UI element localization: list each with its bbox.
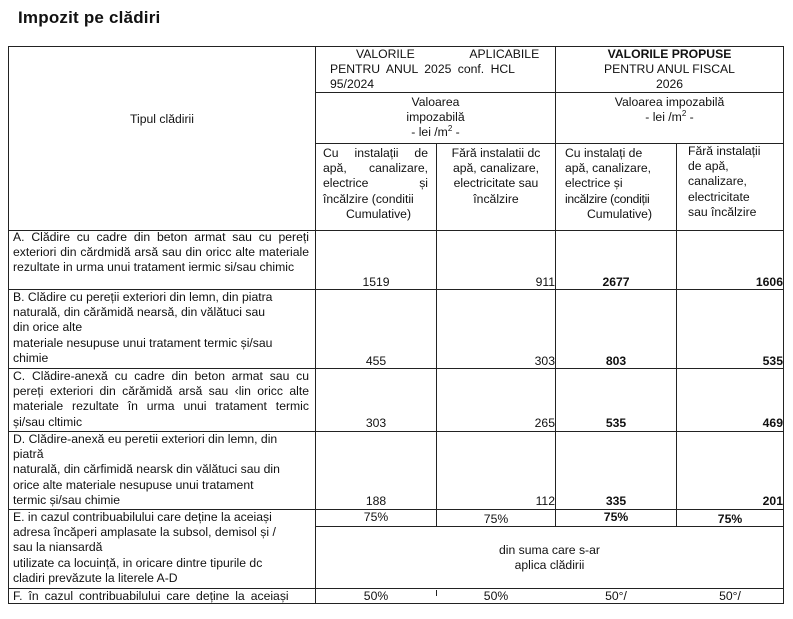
row-a-2026-without: 1606 <box>755 275 783 289</box>
row-f-2025-with: 50% <box>363 589 389 603</box>
header-2025-title <box>330 47 542 93</box>
row-a-2026-with: 2677 <box>602 275 630 289</box>
row-f-label: F. în cazul contribuabilului care deține la aceiași <box>13 589 289 603</box>
row-f-2025-without: 50% <box>483 589 509 603</box>
row-f-2026-without: 50°/ <box>719 589 741 603</box>
row-c-2026-without: 469 <box>762 416 783 430</box>
row-c-2025-without: 265 <box>534 416 555 430</box>
divider <box>676 143 677 526</box>
row-e-label: E. in cazul contribuabilului care deține la aceiași adresa încăperi amplasate la subsol, demisol și / sau la niansardă utilizate ca locuință, in oricare dintre tipurile dc cladiri prevăzute la literele A-D <box>13 510 276 585</box>
row-e-note: din suma care s-ar aplica clădirii <box>499 543 600 573</box>
row-d-2026-with: 335 <box>605 494 627 508</box>
row-e-2026-without: 75% <box>717 512 743 526</box>
row-a-2025-without: 911 <box>535 275 555 289</box>
header-2025-col-with: Cu instalații de apă, canalizare, electrice și încălzire (conditii Cumulative) <box>323 146 428 221</box>
row-b-2025-with: 455 <box>365 354 387 368</box>
page-title: Impozit pe clădiri <box>18 8 161 27</box>
header-2026-unit: - lei $/m^2$ - <box>645 109 694 125</box>
row-a-label: A. Clădire cu cadre din beton armat sau cu pereți exteriori din cărdmidă arsă sau din oricc alte materiale rezultate in urma unui tratament iermic si/sau chimic <box>13 230 309 275</box>
header-2025-line1: VALORILE APLICABILE <box>356 47 540 61</box>
table-border-right <box>783 46 784 604</box>
header-2026-col-with: Cu instalați de apă, canalizare, electrice și incălzire (condiții Cumulative) <box>565 146 653 221</box>
row-a-2025-with: 1519 <box>362 275 390 289</box>
row-b-label: B. Clădire cu pereții exteriori din lemn, din piatra naturală, din cărămidă nearsă, din vălătuci sau din orice alte materiale nesupuse unui tratament termic și/sau chimie <box>13 290 273 365</box>
row-c-2025-with: 303 <box>365 416 387 430</box>
row-b-2026-without: 535 <box>762 354 783 368</box>
row-b-2026-with: 803 <box>605 354 627 368</box>
row-f-2026-with: 50°/ <box>605 589 627 603</box>
row-d-2025-without: 112 <box>535 494 555 508</box>
header-2026-value-label: Valoarea impozabilă - lei $/m^2$ - <box>556 95 783 125</box>
row-e-2025-with: 75% <box>363 510 389 524</box>
header-2025-col-without: Fără instalatii dc apă, canalizare, electricitate sau încălzire <box>451 146 541 206</box>
header-2025-value-label: Valoarea impozabilă - lei $/m^2$ - <box>316 95 555 141</box>
row-b-2025-without: 303 <box>534 354 555 368</box>
row-d-2026-without: 201 <box>762 494 783 508</box>
header-type: Tipul clădirii <box>130 112 194 126</box>
header-2025-line3: 95/2024 <box>330 77 375 92</box>
divider <box>436 143 437 526</box>
header-2026-title: VALORILE PROPUSE PENTRU ANUL FISCAL 2026 <box>604 47 735 92</box>
table-border-left <box>8 46 9 604</box>
row-d-2025-with: 188 <box>365 494 387 508</box>
header-2026-col-without: Fără instalații de apă, canalizare, electricitate sau încălzire <box>688 144 761 219</box>
header-2025-unit: - lei $/m^2$ - <box>411 124 460 140</box>
row-d-label: D. Clădire-anexă eu peretii exteriori din lemn, din piatră naturală, din cărfimidă nearsk din vălătuci sau din orice alte materiale nesupuse unui tratament termic și/sau chimie <box>13 432 280 507</box>
row-c-label: C. Clădire-anexă cu cadre din beton armat sau cu pereți exteriori din cărămidă arsă sau ‹lin oricc alte materiale rezultate în urma unui tratament termic și/sau cltimic <box>13 369 309 429</box>
row-e-2025-without: 75% <box>483 512 509 526</box>
row-e-2026-with: 75% <box>603 510 629 524</box>
header-2025-line2: PENTRU ANUL 2025 conf. HCL <box>330 62 515 77</box>
row-c-2026-with: 535 <box>605 416 627 430</box>
